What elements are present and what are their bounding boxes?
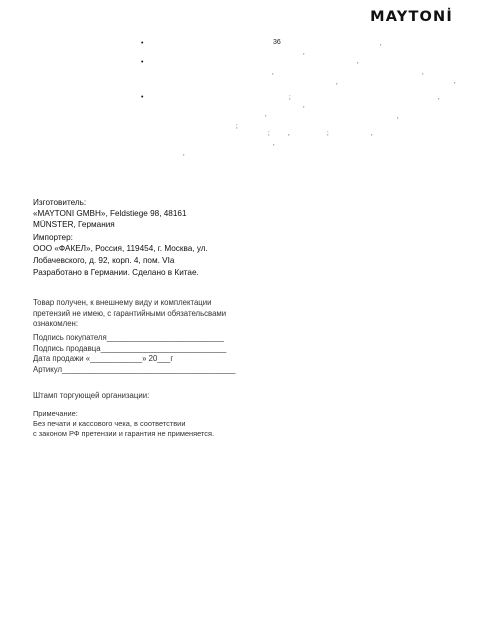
fragment: , [303,103,305,109]
sale-date-field: Дата продажи «____________» 20___г [33,354,174,363]
bullet-2: • [141,59,144,66]
seller-signature-field: Подпись продавца_____________________________ [33,343,227,353]
fragment: ; [268,131,270,137]
origin-block [33,267,199,278]
signature-block [33,333,236,375]
stamp-label: Штамп торгующей организации: [33,391,150,400]
fragment: , [336,80,338,86]
importer-address-line: ООО «ФАКЕЛ», Россия, 119454, г. Москва, ул. [33,244,208,253]
fragment: , [303,50,305,56]
stamp-block [33,390,149,401]
receipt-block [33,298,226,330]
fragment: , [288,131,290,137]
receipt-text-line: Товар получен, к внешнему виду и комплектации [33,298,212,307]
buyer-signature-field: Подпись покупателя___________________________ [33,333,224,342]
fragment: , [397,114,399,120]
fragment: , [438,95,440,101]
receipt-text-line: ознакомлен: [33,319,79,328]
brand-logo: MAYTONİ [370,9,453,25]
fragment: , [371,131,373,137]
receipt-text-line: претензий не имею, с гарантийными обязательсвами [33,308,227,318]
fragment: ; [236,124,238,130]
importer-block [33,232,208,267]
fragment: , [422,70,424,76]
fragment: , [454,79,456,85]
note-block [33,409,214,439]
note-text-line: с законом РФ претензии и гарантия не применяется. [33,429,215,438]
note-text-line: Без печати и кассового чека, в соответствии [33,419,186,428]
fragment: , [273,141,275,147]
bullet-1: • [141,40,144,47]
fragment: ; [289,95,291,101]
importer-heading: Импортер: [33,233,73,242]
bullet-3: • [141,94,144,101]
fragment: , [357,59,359,65]
article-field: Артикул________________________________________ [33,364,236,374]
page-number: 36 [273,39,281,46]
manufacturer-address-line: «MAYTONI GMBH», Feldstiege 98, 48161 [33,209,187,218]
origin-text: Разработано в Германии. Сделано в Китае. [33,268,199,277]
fragment: , [265,112,267,118]
manufacturer-heading: Изготовитель: [33,198,87,207]
fragment: ; [327,131,329,137]
note-heading: Примечание: [33,409,78,418]
manufacturer-block [33,197,187,230]
fragment: , [183,151,185,157]
fragment: , [380,41,382,47]
fragment: , [272,70,274,76]
importer-address-line: Лобачевского, д. 92, корп. 4, пом. VIa [33,256,175,265]
manufacturer-address-line: MÜNSTER, Германия [33,220,115,229]
